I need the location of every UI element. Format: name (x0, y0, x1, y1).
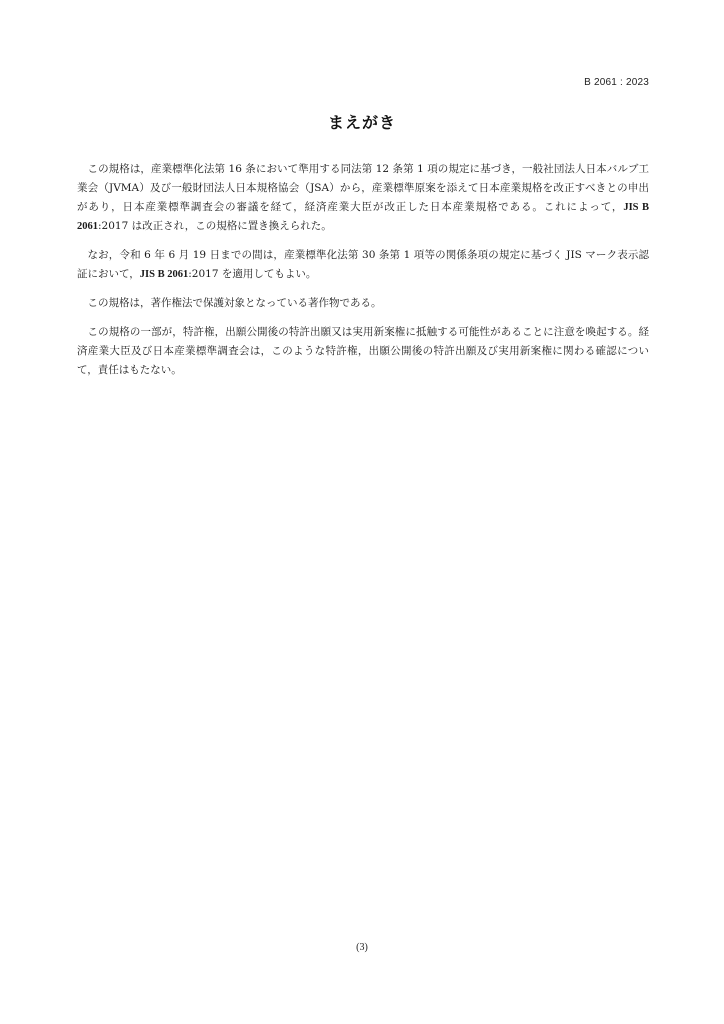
paragraph-transition (77, 246, 649, 284)
paragraph-text: この規格は，著作権法で保護対象となっている著作物である。 (87, 297, 382, 309)
paragraph-revision (77, 160, 649, 236)
paragraph-text: :2017 を適用してもよい。 (188, 268, 317, 280)
page-number: (3) (356, 942, 368, 953)
body-text (77, 160, 649, 390)
paragraph-patent-notice (77, 323, 649, 380)
paragraph-text: この規格は，産業標準化法第 16 条において準用する同法第 12 条第 1 項の規定に基づき，一般社団法人日本バルブ工業会（JVMA）及び一般財団法人日本規格協会（JSA）から，産業標準原案を添えて日本産業規格を改正すべきとの申出があり，日本産業標準調査会の審議を経て，経済産業大臣が改正した日本産業規格である。これによって， (77, 163, 649, 213)
jis-reference: JIS B 2061 (77, 202, 650, 232)
page-title: まえがき (327, 113, 396, 132)
paragraph-text: なお，令和 6 年 6 月 19 日までの間は，産業標準化法第 30 条第 1 項等の関係条項の規定に基づく JIS マーク表示認証において， (77, 249, 649, 280)
jis-reference: JIS B 2061 (139, 269, 189, 280)
paragraph-text: この規格の一部が，特許権，出願公開後の特許出願又は実用新案権に抵触する可能性があることに注意を喚起する。経済産業大臣及び日本産業標準調査会は，このような特許権，出願公開後の特許出願及び実用新案権に関わる確認について，責任はもたない。 (77, 326, 649, 376)
paragraph-text: :2017 は改正され，この規格に置き換えられた。 (98, 220, 332, 232)
paragraph-copyright (77, 294, 649, 313)
standard-number: B 2061 : 2023 (584, 77, 649, 88)
